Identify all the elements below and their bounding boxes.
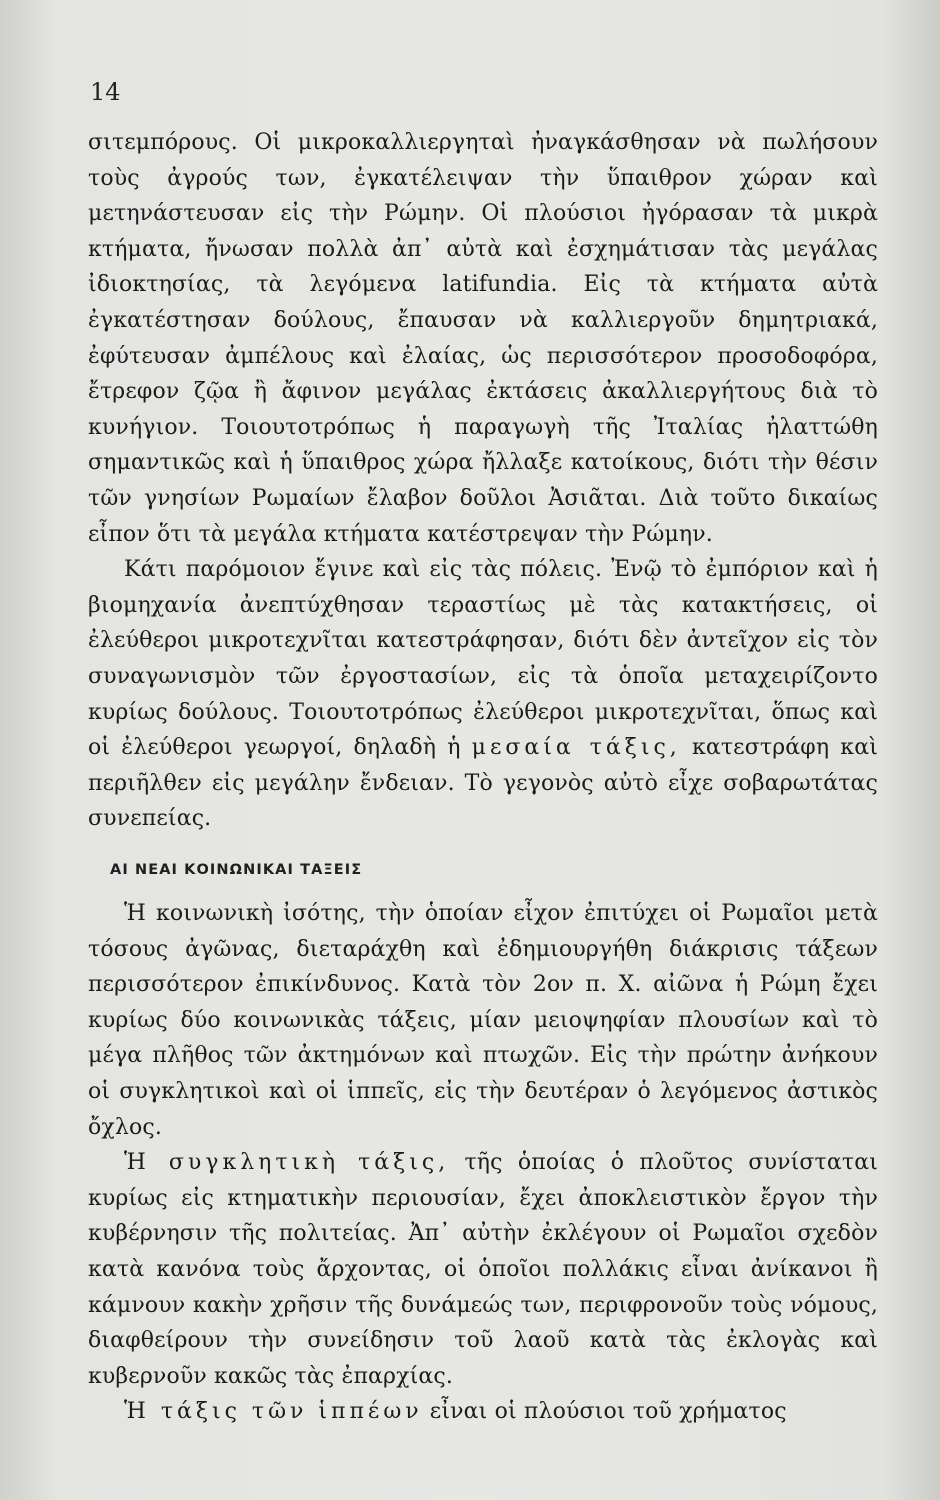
- section-before-heading: [88, 125, 878, 837]
- section-heading: ΑΙ ΝΕΑΙ ΚΟΙΝΩΝΙΚΑΙ ΤΑΞΕΙΣ: [110, 862, 363, 878]
- paragraph-cities: [88, 552, 878, 837]
- paragraph-cities-text-start: Κάτι παρόμοιον ἔγινε καὶ εἰς τὰς πόλεις. Ἐνῷ τὸ ἐμπόριον καὶ ἡ βιομηχανία ἀνεπτύχθησαν τεραστίως μὲ τὰς κατακτήσεις, οἱ ἐλεύθεροι μικροτεχνῖται κατεστράφησαν, διότι δὲν ἀντεῖχον εἰς τὸν συναγωνισμὸν τῶν ἐργοστασίων, εἰς τὰ ὁποῖα μεταχειρίζοντο κυρίως δούλους. Τοιουτοτρόπως ἐλεύθεροι μικροτεχνῖται, ὅπως καὶ οἱ ἐλεύθεροι γεωργοί, δηλαδὴ ἡ: [88, 557, 878, 761]
- spaced-emphasis-senatorial-class: Ἡ συγκλητικὴ τάξις,: [124, 1150, 450, 1176]
- paragraph-equestrian-class: [88, 1394, 878, 1430]
- spaced-emphasis-equestrian-class: Ἡ τάξις τῶν ἱππέων: [124, 1399, 423, 1425]
- paragraph-equestrian-text: εἶναι οἱ πλούσιοι τοῦ χρήματος: [429, 1399, 787, 1425]
- spaced-emphasis-middle-class: μεσαία τάξις,: [471, 735, 681, 761]
- paragraph-cities-text-end: κατεστράφη καὶ περιῆλθεν εἰς μεγάλην ἔνδειαν. Τὸ γεγονὸς αὐτὸ εἶχε σοβαρωτάτας συνεπείας.: [88, 735, 878, 832]
- paragraph-social-equality: Ἡ κοινωνικὴ ἰσότης, τὴν ὁποίαν εἶχον ἐπιτύχει οἱ Ρωμαῖοι μετὰ τόσους ἀγῶνας, διεταράχθη καὶ ἐδημιουργήθη διάκρισις τάξεων περισσότερον ἐπικίνδυνος. Κατὰ τὸν 2ον π. Χ. αἰῶνα ἡ Ρώμη ἔχει κυρίως δύο κοινωνικὰς τάξεις, μίαν μειοψηφίαν πλουσίων καὶ τὸ μέγα πλῆθος τῶν ἀκτημόνων καὶ πτωχῶν. Εἰς τὴν πρώτην ἀνήκουν οἱ συγκλητικοὶ καὶ οἱ ἱππεῖς, εἰς τὴν δευτέραν ὁ λεγόμενος ἀστικὸς ὄχλος.: [88, 901, 878, 1140]
- paragraph-latifundia: σιτεμπόρους. Οἱ μικροκαλλιεργηταὶ ἠναγκάσθησαν νὰ πωλήσουν τοὺς ἀγρούς των, ἐγκατέλειψαν τὴν ὕπαιθρον χώραν καὶ μετηνάστευσαν εἰς τὴν Ρώμην. Οἱ πλούσιοι ἠγόρασαν τὰ μικρὰ κτήματα, ἤνωσαν πολλὰ ἀπ᾽ αὐτὰ καὶ ἐσχημάτισαν τὰς μεγάλας ἰδιοκτησίας, τὰ λεγόμενα latifundia. Εἰς τὰ κτήματα αὐτὰ ἐγκατέστησαν δούλους, ἔπαυσαν νὰ καλλιεργοῦν δημητριακά, ἐφύτευσαν ἀμπέλους καὶ ἐλαίας, ὡς περισσότερον προσοδοφόρα, ἔτρεφον ζῷα ἢ ἄφινον μεγάλας ἐκτάσεις ἀκαλλιεργήτους διὰ τὸ κυνήγιον. Τοιουτοτρόπως ἡ παραγωγὴ τῆς Ἰταλίας ἠλαττώθη σημαντικῶς καὶ ἡ ὕπαιθρος χώρα ἤλλαξε κατοίκους, διότι τὴν θέσιν τῶν γνησίων Ρωμαίων ἔλαβον δοῦλοι Ἀσιᾶται. Διὰ τοῦτο δικαίως εἶπον ὅτι τὰ μεγάλα κτήματα κατέστρεψαν τὴν Ρώμην.: [88, 130, 878, 547]
- section-social-classes: [88, 896, 878, 1430]
- paragraph-senatorial-text: τῆς ὁποίας ὁ πλοῦτος συνίσταται κυρίως εἰς κτηματικὴν περιουσίαν, ἔχει ἀποκλειστικὸν ἔργον τὴν κυβέρνησιν τῆς πολιτείας. Ἀπ᾽ αὐτὴν ἐκλέγουν οἱ Ρωμαῖοι σχεδὸν κατὰ κανόνα τοὺς ἄρχοντας, οἱ ὁποῖοι πολλάκις εἶναι ἀνίκανοι ἢ κάμνουν κακὴν χρῆσιν τῆς δυνάμεώς των, περιφρονοῦν τοὺς νόμους, διαφθείρουν τὴν συνείδησιν τοῦ λαοῦ κατὰ τὰς ἐκλογὰς καὶ κυβερνοῦν κακῶς τὰς ἐπαρχίας.: [88, 1150, 878, 1389]
- page-number: 14: [90, 78, 121, 106]
- paragraph-senatorial-class: [88, 1145, 878, 1394]
